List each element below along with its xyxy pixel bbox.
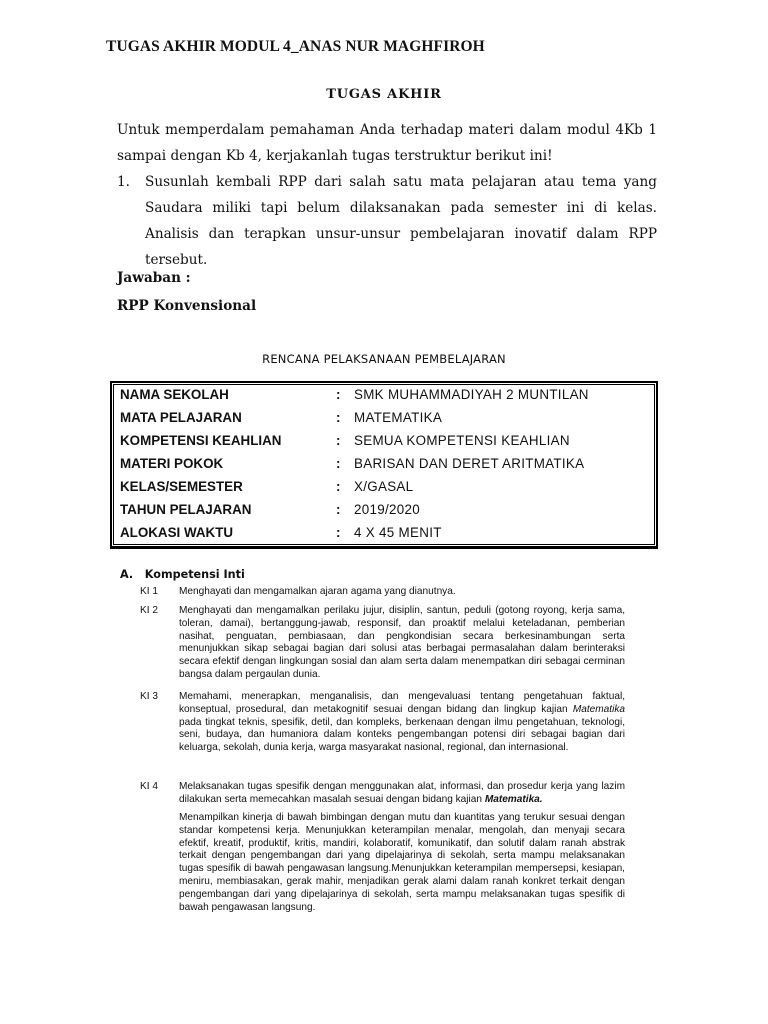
ki-code: KI 3 bbox=[140, 691, 158, 702]
ki-code: KI 1 bbox=[140, 586, 158, 597]
ki-code: KI 4 bbox=[140, 781, 158, 792]
identity-value: 4 X 45 MENIT bbox=[354, 525, 442, 540]
identity-separator: : bbox=[336, 525, 341, 540]
ki-text: Menampilkan kinerja di bawah bimbingan dengan mutu dan kuantitas yang terukur sesuai dengan standar kompetensi kerja. Menunjukkan keterampilan menalar, mengolah, dan menyaji secara efektif, kreatif, produktif, kritis, mandiri, kolaboratif, komunikatif, dan solutif dalam ranah abstrak terkait dengan pengembangan dari yang dipelajarinya di sekolah, serta mampu melaksanakan tugas spesifik di bawah pengawasan langsung.Menunjukkan keterampilan mempersepsi, kesiapan, meniru, membiasakan, gerak mahir, menjadikan gerak alami dalam ranah konkret terkait dengan pengembangan dari yang dipelajarinya di sekolah, serta mampu melaksanakan tugas spesifik di bawah pengawasan langsung. bbox=[179, 812, 625, 913]
ki-text: Menghayati dan mengamalkan ajaran agama yang dianutnya. bbox=[179, 586, 456, 597]
ki-text-part: pada tingkat teknis, spesifik, detil, dan kompleks, berkenaan dengan ilmu pengetahuan, teknologi, seni, budaya, dan humaniora dalam konteks pengembangan potensi diri sebagai bagian dari keluarga, sekolah, dunia kerja, warga masyarakat nasional, regional, dan internasional. bbox=[179, 716, 625, 754]
ki-text: Menghayati dan mengamalkan perilaku jujur, disiplin, santun, peduli (gotong royong, kerja sama, toleran, damai), bertanggung-jawab, responsif, dan proaktif melalui keteladanan, pemberian nasihat, penguatan, pembiasaan, dan pengkondisian secara berkesinambungan serta menunjukkan sikap sebagai bagian dari solusi atas berbagai permasalahan dalam berinteraksi secara efektif dengan lingkungan sosial dan alam serta dalam menempatkan diri sebagai cerminan bangsa dalam pergaulan dunia. bbox=[179, 605, 625, 680]
identity-key: MATERI POKOK bbox=[120, 456, 224, 471]
ki-keyword: Matematika. bbox=[484, 793, 543, 805]
identity-key: KOMPETENSI KEAHLIAN bbox=[120, 433, 282, 448]
identity-separator: : bbox=[336, 456, 341, 471]
identity-table bbox=[110, 381, 658, 549]
task-text: Susunlah kembali RPP dari salah satu mata pelajaran atau tema yang Saudara miliki tapi belum dilaksanakan pada semester ini di kelas. Analisis dan terapkan unsur-unsur pembelajaran inovatif dalam RPP tersebut. bbox=[145, 174, 657, 268]
identity-value: 2019/2020 bbox=[354, 502, 420, 517]
identity-key: KELAS/SEMESTER bbox=[120, 479, 243, 494]
rpp-label: RPP Konvensional bbox=[117, 298, 257, 314]
ki-text-part: Memahami, menerapkan, menganalisis, dan mengevaluasi tentang pengetahuan faktual, konseptual, prosedural, dan metakognitif sesuai dengan bidang dan lingkup kajian bbox=[179, 691, 625, 715]
ki-keyword: Matematika bbox=[572, 703, 625, 715]
ki-text bbox=[179, 691, 625, 755]
identity-value: X/GASAL bbox=[354, 479, 414, 494]
identity-key: MATA PELAJARAN bbox=[120, 410, 242, 425]
identity-key: ALOKASI WAKTU bbox=[120, 525, 234, 540]
section-heading-kompetensi-inti: A. Kompetensi Inti bbox=[120, 568, 245, 581]
ki-text bbox=[179, 781, 625, 807]
document-header: TUGAS AKHIR MODUL 4_ANAS NUR MAGHFIROH bbox=[106, 38, 485, 55]
ki-code: KI 2 bbox=[140, 605, 158, 616]
identity-separator: : bbox=[336, 502, 341, 517]
identity-separator: : bbox=[336, 479, 341, 494]
identity-value: BARISAN DAN DERET ARITMATIKA bbox=[354, 456, 585, 471]
identity-value: MATEMATIKA bbox=[354, 410, 443, 425]
task-number: 1. bbox=[117, 174, 130, 190]
rpp-title: RENCANA PELAKSANAAN PEMBELAJARAN bbox=[262, 352, 506, 366]
identity-value: SMK MUHAMMADIYAH 2 MUNTILAN bbox=[354, 387, 589, 402]
identity-separator: : bbox=[336, 387, 341, 402]
identity-separator: : bbox=[336, 433, 341, 448]
identity-key: TAHUN PELAJARAN bbox=[120, 502, 252, 517]
answer-label: Jawaban : bbox=[117, 270, 191, 286]
page-title: TUGAS AKHIR bbox=[326, 87, 442, 102]
identity-key: NAMA SEKOLAH bbox=[120, 387, 229, 402]
identity-separator: : bbox=[336, 410, 341, 425]
identity-value: SEMUA KOMPETENSI KEAHLIAN bbox=[354, 433, 570, 448]
ki-text-part: Melaksanakan tugas spesifik dengan menggunakan alat, informasi, dan prosedur kerja yang lazim dilakukan serta memecahkan masalah sesuai dengan bidang kajian bbox=[179, 781, 625, 805]
intro-paragraph: Untuk memperdalam pemahaman Anda terhadap materi dalam modul 4Kb 1 sampai dengan Kb 4, kerjakanlah tugas terstruktur berikut ini! bbox=[117, 122, 657, 164]
